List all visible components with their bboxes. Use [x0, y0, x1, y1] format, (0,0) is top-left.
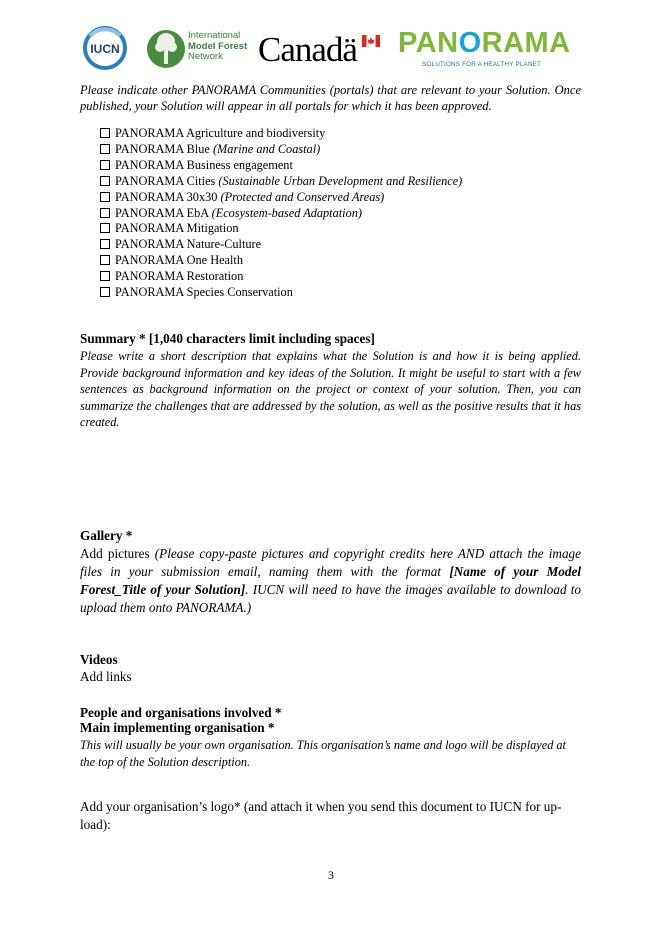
iucn-logo-text: IUCN — [90, 42, 120, 56]
community-subtitle: (Ecosystem-based Adaptation) — [211, 205, 362, 220]
checkbox-icon[interactable] — [100, 128, 110, 138]
checkbox-icon[interactable] — [100, 239, 110, 249]
community-label: PANORAMA Business engagement — [115, 157, 293, 172]
panorama-logo — [398, 27, 580, 70]
logo-request: Add your organisation’s logo* (and attach it when you send this document to IUCN for up-load): — [80, 799, 562, 832]
videos-heading: Videos — [80, 652, 118, 667]
community-item[interactable] — [100, 269, 580, 285]
checkbox-icon[interactable] — [100, 176, 110, 186]
community-item[interactable] — [100, 285, 580, 301]
panorama-tagline: SOLUTIONS FOR A HEALTHY PLANET — [422, 61, 542, 68]
panorama-brand-part-2: O — [458, 27, 482, 59]
communities-checklist — [100, 126, 580, 301]
people-heading: People and organisations involved * — [80, 705, 282, 720]
checkbox-icon[interactable] — [100, 192, 110, 202]
community-subtitle: (Protected and Conserved Areas) — [220, 189, 385, 204]
panorama-brand-part-1: PAN — [398, 27, 459, 59]
community-label: PANORAMA Mitigation — [115, 221, 239, 236]
panorama-brand-part-3: RAMA — [481, 27, 571, 59]
canada-wordmark — [258, 32, 384, 72]
community-item[interactable] — [100, 190, 580, 206]
community-label: PANORAMA Restoration — [115, 269, 244, 284]
imfn-line-1: International — [188, 30, 241, 41]
canada-flag-icon — [362, 35, 380, 47]
community-label: PANORAMA Cities — [115, 173, 216, 188]
checkbox-icon[interactable] — [100, 271, 110, 281]
videos-text: Add links — [80, 669, 132, 684]
community-item[interactable] — [100, 158, 580, 174]
checkbox-icon[interactable] — [100, 255, 110, 265]
communities-intro: Please indicate other PANORAMA Communities (portals) that are relevant to your Solution. Once published, your Solution will appear in all portals for which it has been approved. — [80, 83, 581, 113]
community-item[interactable] — [100, 142, 580, 158]
checkbox-icon[interactable] — [100, 160, 110, 170]
imfn-logo — [146, 28, 246, 70]
community-label: PANORAMA Blue — [115, 141, 210, 156]
checkbox-icon[interactable] — [100, 223, 110, 233]
community-item[interactable] — [100, 174, 580, 190]
imfn-line-2: Model Forest — [188, 40, 248, 52]
checkbox-icon[interactable] — [100, 208, 110, 218]
main-org-heading: Main implementing organisation * — [80, 720, 275, 735]
community-item[interactable] — [100, 206, 580, 222]
community-label: PANORAMA Species Conservation — [115, 285, 293, 300]
iucn-logo — [82, 26, 128, 70]
checkbox-icon[interactable] — [100, 287, 110, 297]
community-subtitle: (Marine and Coastal) — [212, 141, 321, 156]
gallery-lead: Add pictures — [80, 546, 150, 561]
community-label: PANORAMA 30x30 — [115, 189, 218, 204]
checkbox-icon[interactable] — [100, 144, 110, 154]
gallery-instructions — [80, 545, 581, 617]
gallery-heading: Gallery * — [80, 528, 133, 543]
community-subtitle: (Sustainable Urban Development and Resilience) — [218, 173, 463, 188]
canada-wordmark-text: Canadä — [258, 30, 357, 69]
imfn-line-3: Network — [188, 51, 223, 62]
community-label: PANORAMA One Health — [115, 253, 243, 268]
gallery-format: [Name of your Model Forest_Title of your Solution] — [80, 564, 582, 597]
main-org-instructions: This will usually be your own organisation. This organisation’s name and logo will be displayed at the top of the Solution description. — [80, 738, 566, 769]
community-item[interactable] — [100, 237, 580, 253]
community-item[interactable] — [100, 221, 580, 237]
community-item[interactable] — [100, 253, 580, 269]
community-item[interactable] — [100, 126, 580, 142]
community-label: PANORAMA Agriculture and biodiversity — [115, 126, 326, 140]
summary-instructions: Please write a short description that explains what the Solution is and how it is being applied. Provide background information and key ideas of the Solution. It might be useful to start with a few sentences as background information on the project or context of your solution. Then, you can summarize the challenges that are addressed by the solution, as well as the positive results that it has created. — [80, 349, 581, 429]
gallery-instr-1: (Please copy-paste pictures and copyright credits here AND attach the image files in your submission email, naming them with the format — [80, 546, 581, 579]
summary-heading: Summary * [1,040 characters limit including spaces] — [80, 331, 375, 346]
page-number: 3 — [328, 868, 334, 882]
header-logos — [80, 24, 580, 72]
gallery-instr-2: . IUCN will need to have the images available to download to upload them onto PANORAMA.) — [80, 582, 581, 615]
community-label: PANORAMA EbA — [115, 205, 209, 220]
community-label: PANORAMA Nature-Culture — [115, 237, 262, 252]
